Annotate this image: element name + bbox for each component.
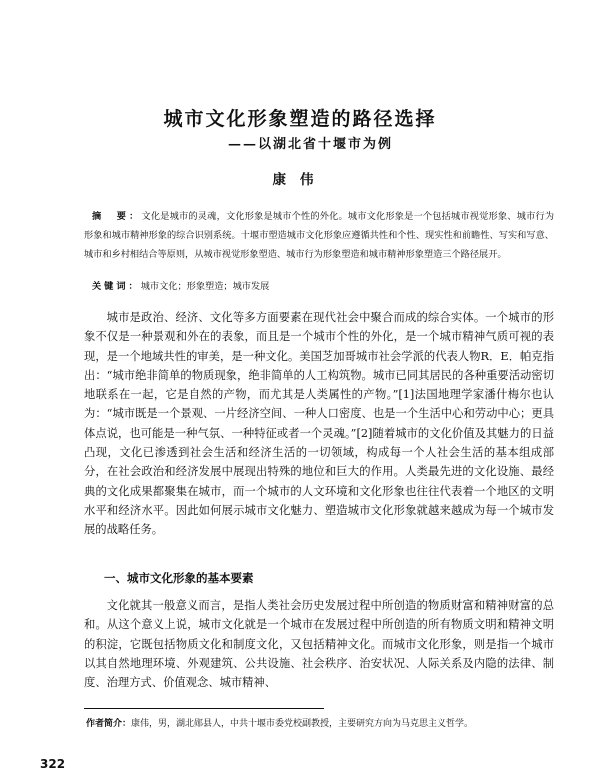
keywords-text: 城市文化；形象塑造；城市发展 [140,281,270,292]
abstract [84,207,554,264]
section-heading: 一、城市文化形象的基本要素 [104,571,254,585]
abstract-label: 摘 要： [92,211,142,222]
article-subtitle: ——以湖北省十堰市为例 [228,137,394,152]
body-paragraph-section1: 文化就其一般意义而言，是指人类社会历史发展过程中所创造的物质财富和精神财富的总和。从这个意义上说，城市文化就是一个城市在发展过程中所创造的所有物质文明和精神文明的积淀，它既包括物质文化和制度文化，又包括精神文化。而城市文化形象，则是指一个城市以其自然地理环境、外观建筑、公共设施、社会秩序、治安状况、人际关系及内隐的法律、制度、治理方式、价值观念、城市精神、 [84,599,554,690]
keywords [92,280,552,294]
keywords-label: 关键词： [92,281,141,292]
page-number: 322 [40,757,66,771]
article-title: 城市文化形象塑造的路径选择 [163,108,437,130]
author-footnote [84,716,554,733]
abstract-text: 文化是城市的灵魂，文化形象是城市个性的外化。城市文化形象是一个包括城市视觉形象、城市行为形象和城市精神形象的综合识别系统。十堰市塑造城市文化形象应遵循共性和个性、现实性和前瞻性、写实和写意、城市和乡村相结合等原则，从城市视觉形象塑造、城市行为形象塑造和城市精神形象塑造三个路径展开。 [84,211,555,260]
footnote-label: 作者简介： [86,719,132,729]
footnote-divider [84,708,324,709]
article-author: 康伟 [272,172,328,188]
footnote-text: 康伟，男，湖北郧县人，中共十堰市委党校副教授，主要研究方向为马克思主义哲学。 [131,719,474,729]
body-paragraph-intro: 城市是政治、经济、文化等多方面要素在现代社会中聚合而成的综合实体。一个城市的形象不仅是一种景观和外在的表象，而且是一个城市个性的外化，是一个城市精神气质可视的表现，是一个地域共性的审美，是一种文化。美国芝加哥城市社会学派的代表人物R．E．帕克指出：“城市绝非简单的物质现象，绝非简单的人工构筑物。城市已同其居民的各种重要活动密切地联系在一起，它是自然的产物，而尤其是人类属性的产物。”[1]法国地理学家潘什梅尔也认为：“城市既是一个景观、一片经济空间、一种人口密度、也是一个生活中心和劳动中心；更具体点说，也可能是一种气氛、一种特征或者一个灵魂。”[2]随着城市的文化价值及其魅力的日益凸现，文化已渗透到社会生活和经济生活的一切领域，构成每一个人社会生活的基本组成部分，在社会政治和经济发展中展现出特殊的地位和巨大的作用。人类最先进的文化设施、最经典的文化成果都聚集在城市，而一个城市的人文环境和文化形象也往往代表着一个地区的文明水平和经济水平。因此如何展示城市文化魅力、塑造城市文化形象就越来越成为每一个城市发展的战略任务。 [84,311,554,537]
